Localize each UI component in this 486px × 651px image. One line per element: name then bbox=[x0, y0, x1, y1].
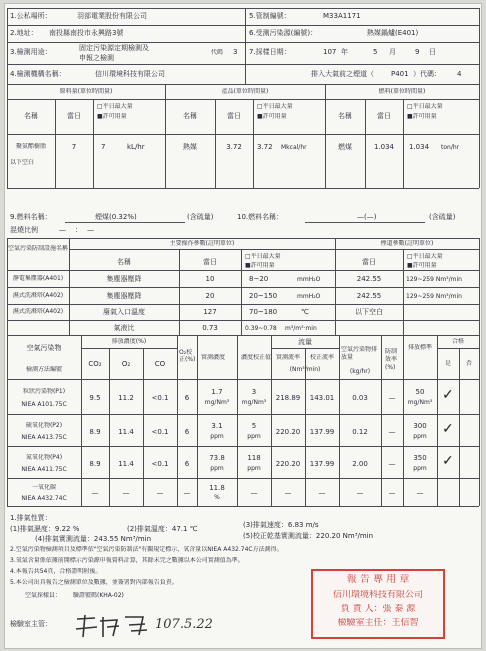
fuel-max-header: □平日最大量 bbox=[407, 103, 443, 110]
ops-row-1-device: 靜電集塵器(A401) bbox=[12, 275, 64, 282]
result-row-3-o2c: 6 bbox=[184, 460, 190, 468]
ops-row-3-device: 濕式洗滌塔(A402) bbox=[12, 308, 64, 315]
result-row-3-pass-check-icon: ✓ bbox=[442, 453, 454, 469]
purpose-line-2: 申報之檢測 bbox=[79, 54, 114, 62]
flow-unit: (Nm³/min) bbox=[289, 366, 321, 373]
result-row-1-conc-unit: mg/Nm³ bbox=[204, 399, 230, 406]
stack-max-header: □平日最大量 bbox=[407, 253, 443, 260]
co-header: CO bbox=[154, 360, 166, 368]
ops-row-4-name: 氣液比 bbox=[113, 324, 135, 332]
limit-header: 排放標準 bbox=[407, 344, 432, 351]
ops-row-2-range: 20~150 bbox=[249, 292, 278, 300]
prod-current: 1.034 bbox=[373, 143, 395, 151]
ops-row-3-stack-current: 以下空白 bbox=[355, 308, 383, 316]
date-month: 5 bbox=[373, 48, 378, 56]
sampler-cert: 驗證號碼(KHA-02) bbox=[73, 592, 124, 599]
product-title: 產品(單位時間量) bbox=[221, 88, 269, 95]
param-current-header: 當日 bbox=[203, 258, 217, 266]
fuel-unit: Mkcal/hr bbox=[281, 144, 307, 151]
sampler-label: 空氣採樣員： bbox=[25, 592, 62, 599]
main-params-title: 主要操作參數(註明單位) bbox=[169, 240, 235, 247]
fuel-current: 3.72 bbox=[226, 143, 242, 151]
mix-ratio-1: — bbox=[59, 226, 66, 234]
note-4: 4.本報告共54頁，合格證明附後。 bbox=[10, 568, 102, 575]
ops-row-2-device: 濕式洗滌塔(A402) bbox=[12, 292, 64, 299]
signature-date: 107.5.22 bbox=[155, 618, 213, 632]
result-row-2-o2: 11.4 bbox=[118, 428, 134, 436]
result-row-3-flow-corrected: 137.99 bbox=[309, 460, 335, 468]
result-row-4-conc: 11.8 bbox=[209, 484, 225, 492]
test-report-sheet bbox=[4, 3, 482, 649]
outlet-label: 排入大氣前之煙道（ bbox=[311, 70, 374, 78]
stamp-line-1: 報 告 專 用 章 bbox=[346, 574, 410, 585]
company-label: 1.公私場所： bbox=[10, 12, 52, 20]
result-row-2-corr-unit: ppm bbox=[247, 433, 261, 440]
below-blank-note: 以下空白 bbox=[10, 159, 35, 166]
stack-permit-header: ■許可用量 bbox=[407, 262, 437, 269]
stamp-line-4: 檢驗室主任：王信智 bbox=[337, 618, 419, 628]
result-row-3-method: NIEA A411.75C bbox=[21, 466, 67, 473]
note-velocity: (3)排氣速度：6.83 m/s bbox=[243, 521, 319, 529]
prod-unit: ton/hr bbox=[441, 144, 460, 151]
control-no-label: 5.管制編號： bbox=[249, 12, 291, 20]
exhaust-header: 排放濃度(%) bbox=[111, 338, 147, 345]
result-row-1-conc: 1.7 bbox=[211, 388, 223, 396]
mix-ratio-2: — bbox=[87, 226, 94, 234]
result-row-1-o2: 11.2 bbox=[118, 394, 134, 402]
result-row-1-flow-corrected: 143.01 bbox=[309, 394, 335, 402]
note-2: 2.空氣污染物檢測項目及標準依"空氣污染防制法"有關規定標示，氧含量以NIEA A432.74C方法測得。 bbox=[10, 546, 283, 553]
agency-label: 4.檢測機構名稱： bbox=[10, 70, 66, 78]
ops-row-1-range: 8~20 bbox=[249, 275, 269, 283]
result-row-3-conc-unit: ppm bbox=[210, 465, 224, 472]
result-row-3-conc: 73.8 bbox=[209, 454, 225, 462]
device-header: 空氣污染防制設施名稱 bbox=[7, 245, 68, 252]
raw-permit-header: ■許可用量 bbox=[97, 113, 127, 120]
result-row-1-rate: 0.03 bbox=[352, 394, 368, 402]
fuel-permit: 3.72 bbox=[257, 143, 273, 151]
source: 熱媒鍋爐(E401) bbox=[367, 29, 419, 37]
date-label: 7.採樣日期： bbox=[249, 48, 291, 56]
result-row-1-flow-measured: 218.89 bbox=[275, 394, 301, 402]
result-row-2-item: 硫氧化物(P2) bbox=[25, 422, 63, 429]
result-row-1-item: 粒狀污染物(P1) bbox=[22, 388, 66, 395]
co2-header: CO₂ bbox=[88, 360, 102, 368]
purpose-line-1: 固定污染源定期檢測及 bbox=[79, 44, 149, 52]
emission-rate-header: 空氣污染物排放量 bbox=[341, 346, 378, 361]
mix-ratio-label: 混燒比例 bbox=[10, 226, 38, 234]
ops-row-1-name: 集塵器壓降 bbox=[106, 275, 142, 283]
result-row-4-o2: — bbox=[122, 489, 130, 497]
pass-no-header: 否 bbox=[465, 360, 472, 367]
ops-row-1-stack-current: 242.55 bbox=[356, 275, 382, 283]
stamp-line-2: 信川環境科技有限公司 bbox=[332, 590, 423, 600]
raw-name-header: 名稱 bbox=[24, 112, 38, 120]
result-row-4-limit: — bbox=[416, 489, 424, 497]
fuel-name: 燃煤 bbox=[338, 143, 352, 151]
result-row-1-co: <0.1 bbox=[151, 394, 169, 402]
ops-row-4-range: 0.39~0.78 bbox=[245, 325, 277, 332]
o2-header: O₂ bbox=[121, 360, 131, 368]
flow-header: 流量 bbox=[298, 338, 312, 346]
prod-name: 熱媒 bbox=[183, 143, 197, 151]
ops-row-4-current: 0.73 bbox=[202, 324, 218, 332]
result-row-2-co: <0.1 bbox=[151, 428, 169, 436]
outlet-code-label: ）代碼： bbox=[413, 70, 441, 78]
pollutant-header: 空氣污染物 bbox=[26, 344, 62, 352]
result-row-3-rate: 2.00 bbox=[352, 460, 368, 468]
supervisor-label: 檢驗室主管： bbox=[10, 620, 52, 628]
result-row-2-flow-corrected: 137.99 bbox=[309, 428, 335, 436]
method-header: 檢測方法編號 bbox=[25, 366, 62, 373]
ops-row-3-range: 70~180 bbox=[249, 308, 278, 316]
fuel10: —(—) bbox=[357, 213, 377, 221]
result-row-4-o2c: — bbox=[183, 489, 191, 497]
date-year-unit: 年 bbox=[341, 48, 348, 56]
pass-header: 合格 bbox=[451, 338, 464, 345]
fuel-name-header: 名稱 bbox=[338, 112, 352, 120]
note-humidity: (1)排氣濕度：9.22 % bbox=[10, 525, 80, 533]
result-row-4-flow-corrected: — bbox=[318, 489, 326, 497]
note-corrected-flow: (5)校正乾基實測流量：220.20 Nm³/min bbox=[243, 532, 374, 540]
result-row-2-corr: 5 bbox=[251, 422, 257, 430]
ops-row-3-name: 廢氣入口溫度 bbox=[103, 308, 145, 316]
address: 南投縣南投市永興路3號 bbox=[49, 29, 124, 37]
fuel9-label: 9.燃料名稱： bbox=[10, 213, 52, 221]
emission-rate-unit: (kg/hr) bbox=[349, 368, 371, 375]
result-row-2-co2: 8.9 bbox=[89, 428, 101, 436]
result-row-4-item: 一氧化碳 bbox=[31, 484, 56, 491]
ops-row-2-unit: mmH₂O bbox=[297, 293, 321, 300]
result-row-3-corr: 118 bbox=[247, 454, 261, 462]
date-day: 9 bbox=[415, 48, 420, 56]
result-row-1-corr-unit: mg/Nm³ bbox=[241, 399, 267, 406]
corrected-conc-header: 濃度校正值 bbox=[241, 354, 271, 361]
result-row-2-limit-unit: ppm bbox=[413, 433, 427, 440]
control-no: M33A1171 bbox=[323, 12, 361, 20]
result-row-4-conc-unit: % bbox=[214, 494, 220, 501]
note-5: 5.本公司出具報告之檢測單位及數據，並簽署對內部報告負責。 bbox=[10, 579, 178, 586]
note-measured-flow: (4)排氣實測流量：243.55 Nm³/min bbox=[35, 535, 152, 543]
o2-correction-header: O₂校正(%) bbox=[179, 349, 196, 363]
report-stamp bbox=[311, 569, 445, 639]
ops-row-3-current: 127 bbox=[203, 308, 217, 316]
efficiency-header: 防制效率(%) bbox=[385, 348, 398, 371]
result-row-3-o2: 11.4 bbox=[118, 460, 134, 468]
result-row-1-method: NIEA A101.75C bbox=[21, 401, 67, 408]
source-label: 6.受測污染源(編號)： bbox=[249, 29, 318, 37]
result-row-1-limit-unit: mg/Nm³ bbox=[407, 399, 433, 406]
result-row-4-co2: — bbox=[91, 489, 99, 497]
result-row-3-item: 氮氧化物(P4) bbox=[25, 454, 63, 461]
result-row-2-limit: 300 bbox=[413, 422, 427, 430]
fuel-permit-header: ■許可用量 bbox=[407, 113, 437, 120]
result-row-4-corr: — bbox=[250, 489, 258, 497]
result-row-1-eff: — bbox=[388, 394, 396, 402]
result-row-4-method: NIEA A432.74C bbox=[21, 495, 67, 502]
address-label: 2.地址： bbox=[10, 29, 38, 37]
result-row-1-limit: 50 bbox=[415, 388, 425, 396]
pass-yes-header: 是 bbox=[444, 360, 451, 367]
result-row-4-eff: — bbox=[388, 489, 396, 497]
raw-unit: kL/hr bbox=[127, 143, 145, 151]
result-row-1-o2c: 6 bbox=[184, 394, 190, 402]
fuel10-label: 10.燃料名稱： bbox=[237, 213, 284, 221]
prod-permit-header: ■許可用量 bbox=[257, 113, 287, 120]
notes-title: 1.排氣性質： bbox=[10, 514, 52, 522]
raw-current-header: 當日 bbox=[67, 112, 81, 120]
result-row-3-limit: 350 bbox=[413, 454, 427, 462]
stack-params-title: 煙道參數(註明單位) bbox=[380, 240, 434, 247]
ops-row-2-current: 20 bbox=[205, 292, 215, 300]
result-row-1-pass-check-icon: ✓ bbox=[442, 387, 454, 403]
ops-row-4-unit: m³/m³·min bbox=[285, 325, 317, 332]
fuel9: 煙煤(0.32%) bbox=[95, 213, 137, 221]
fuel-title: 燃料(單位時間量) bbox=[378, 88, 426, 95]
fuel10-sulfur-label: (含硫量) bbox=[429, 213, 456, 221]
result-row-2-conc-unit: ppm bbox=[210, 433, 224, 440]
purpose-code-label: 代碼 bbox=[211, 49, 224, 56]
flow-measured-header: 實測流率 bbox=[275, 354, 300, 361]
date-day-unit: 日 bbox=[429, 48, 436, 56]
result-row-2-method: NIEA A413.75C bbox=[21, 434, 67, 441]
result-row-2-eff: — bbox=[388, 428, 396, 436]
result-row-3-co: <0.1 bbox=[151, 460, 169, 468]
date-month-unit: 月 bbox=[389, 48, 396, 56]
result-row-3-limit-unit: ppm bbox=[413, 465, 427, 472]
fuel-current-header: 當日 bbox=[377, 112, 391, 120]
ops-row-1-unit: mmH₂O bbox=[297, 276, 321, 283]
result-row-4-flow-measured: — bbox=[284, 489, 292, 497]
note-3: 3.氧氣含量係依據前開標示污染源申報資料計算，其餘未完之數據以本公司實測值為準。 bbox=[10, 557, 244, 564]
result-row-1-co2: 9.5 bbox=[89, 394, 101, 402]
result-row-2-conc: 3.1 bbox=[211, 422, 223, 430]
result-row-3-co2: 8.9 bbox=[89, 460, 101, 468]
prod-current-header: 當日 bbox=[227, 112, 241, 120]
ops-row-1-stack-range: 129~259 Nm³/min bbox=[406, 276, 462, 283]
result-row-3-corr-unit: ppm bbox=[247, 465, 261, 472]
result-row-1-corr: 3 bbox=[251, 388, 257, 396]
prod-name-header: 名稱 bbox=[183, 112, 197, 120]
agency: 信川環境科技有限公司 bbox=[95, 70, 165, 78]
ops-row-2-stack-current: 242.55 bbox=[356, 292, 382, 300]
raw-permit: 7 bbox=[101, 143, 106, 151]
ops-row-2-name: 集塵器壓降 bbox=[106, 292, 142, 300]
result-row-4-co: — bbox=[156, 489, 164, 497]
outlet-code-value: 4 bbox=[457, 70, 462, 78]
ops-row-3-unit: ℃ bbox=[301, 308, 309, 316]
purpose-label: 3.檢測用途： bbox=[10, 48, 52, 56]
result-row-2-rate: 0.12 bbox=[352, 428, 368, 436]
result-row-2-flow-measured: 220.20 bbox=[275, 428, 301, 436]
date-year: 107 bbox=[323, 48, 337, 56]
result-row-3-eff: — bbox=[388, 460, 396, 468]
stamp-line-3: 負 責 人：張 泰 源 bbox=[340, 604, 416, 614]
param-permit-header: ■許可用量 bbox=[245, 262, 275, 269]
outlet-code: P401 bbox=[391, 70, 409, 78]
raw-name: 聚氨酯樹脂 bbox=[15, 143, 46, 150]
company-name: 羽部電業股份有限公司 bbox=[77, 12, 147, 20]
ops-row-1-current: 10 bbox=[205, 275, 215, 283]
mix-ratio-sep: ： bbox=[75, 226, 82, 234]
measured-conc-header: 實測濃度 bbox=[201, 354, 226, 361]
ops-row-2-stack-range: 129~259 Nm³/min bbox=[406, 293, 462, 300]
note-temperature: (2)排氣溫度：47.1 ℃ bbox=[127, 525, 198, 533]
raw-max-header: □平日最大量 bbox=[97, 103, 133, 110]
prod-permit: 1.034 bbox=[409, 143, 430, 151]
result-row-2-pass-check-icon: ✓ bbox=[442, 421, 454, 437]
raw-title: 原料量(單位時間量) bbox=[59, 88, 113, 95]
result-row-2-o2c: 6 bbox=[184, 428, 190, 436]
fuel9-sulfur-label: (含硫量) bbox=[187, 213, 214, 221]
prod-max-header: □平日最大量 bbox=[257, 103, 293, 110]
param-max-header: □平日最大量 bbox=[245, 253, 281, 260]
param-name-header: 名稱 bbox=[117, 258, 131, 266]
purpose-code: 3 bbox=[233, 48, 238, 56]
stack-current-header: 當日 bbox=[362, 258, 376, 266]
result-row-4-rate: — bbox=[356, 489, 364, 497]
flow-corrected-header: 校正流率 bbox=[309, 354, 334, 361]
raw-current: 7 bbox=[71, 143, 77, 151]
result-row-3-flow-measured: 220.20 bbox=[275, 460, 301, 468]
